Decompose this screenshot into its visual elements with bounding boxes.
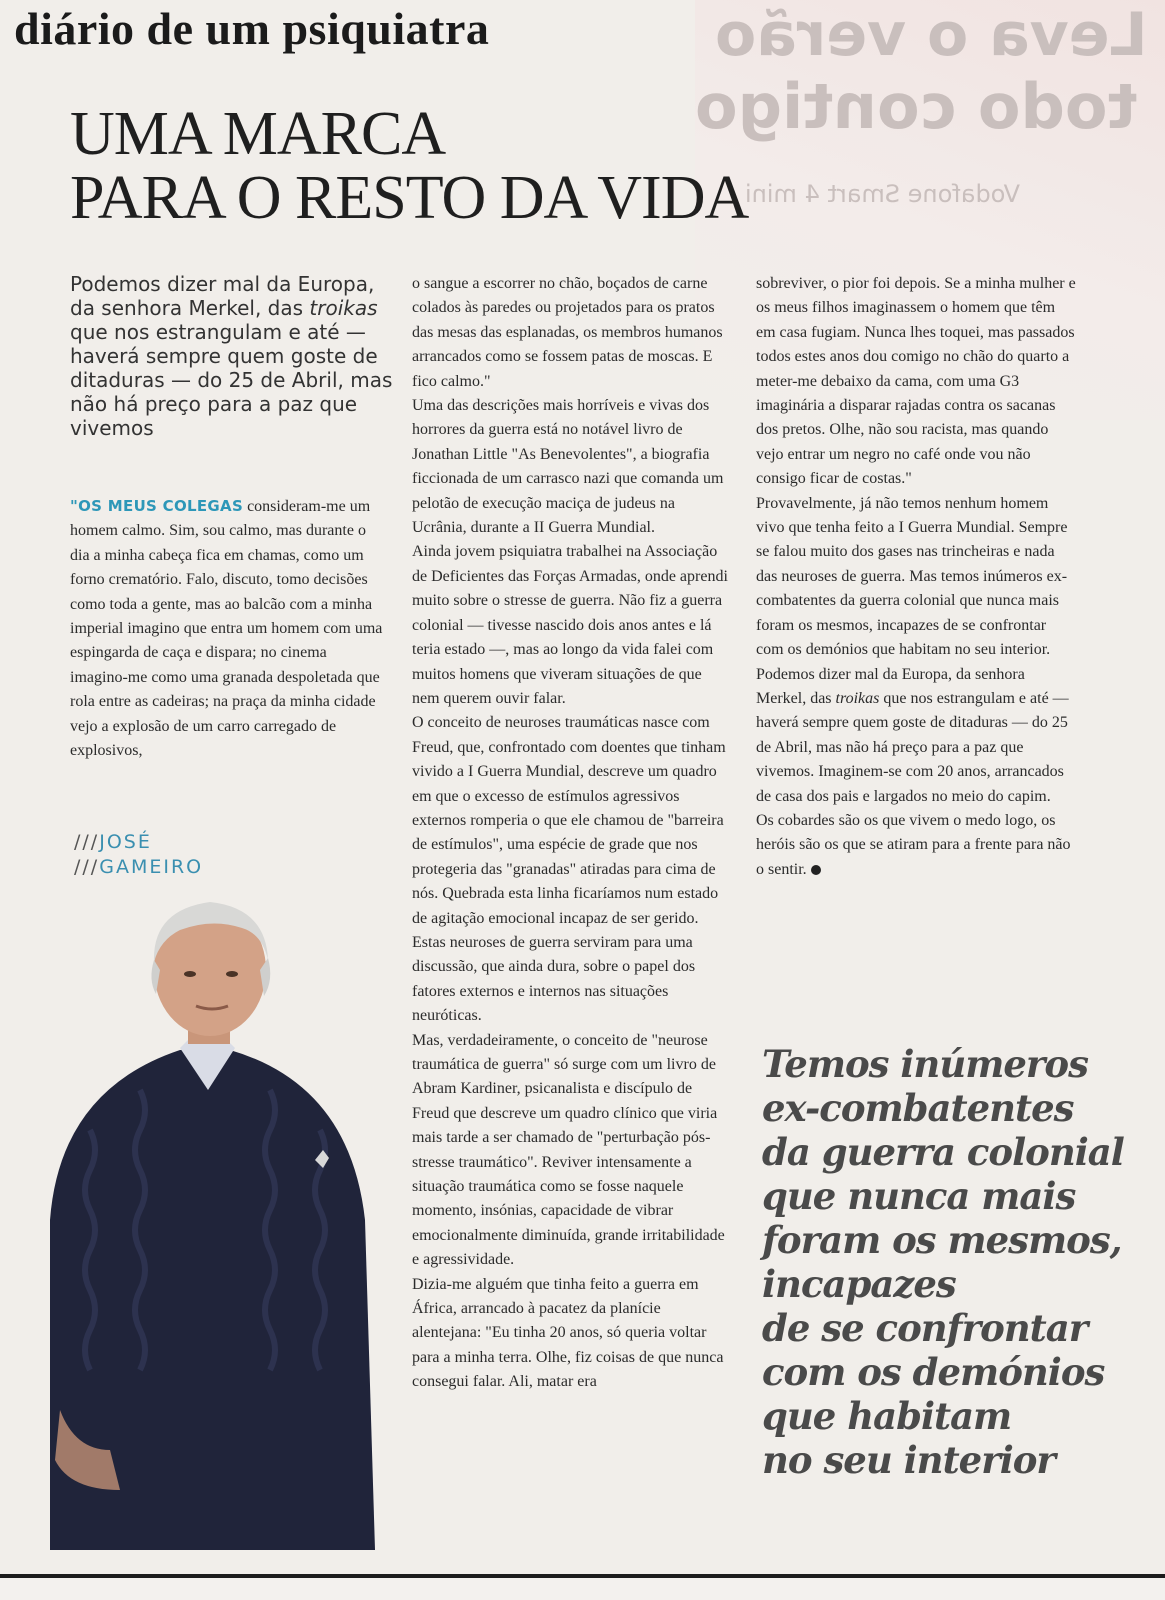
headline-line-2: PARA O RESTO DA VIDA bbox=[70, 164, 749, 232]
pull-quote-line: da guerra colonial bbox=[762, 1130, 1124, 1174]
pull-quote-line: Temos inúmeros bbox=[762, 1042, 1088, 1086]
col3-p4-text: Os cobardes são os que vivem o medo logo, os heróis são os que se atiram para a frente para não o sentir. bbox=[756, 811, 1071, 878]
portrait-illustration bbox=[30, 890, 380, 1550]
author-portrait bbox=[30, 890, 380, 1550]
byline-slashes: /// bbox=[74, 831, 100, 853]
standfirst-text: Podemos dizer mal da Europa, da senhora Merkel, das bbox=[70, 272, 375, 320]
bottom-strip bbox=[0, 1578, 1165, 1600]
col2-paragraph-5: Mas, verdadeiramente, o conceito de "neurose traumática de guerra" só surge com um livro de Abram Kardiner, psicanalista e discípulo de Freud que descreve um quadro clínico que viria mais tarde a ser chamado de "perturbação pós-stresse traumático". Reviver intensamente a situação traumática como se fosse naquele momento, insónias, capacidade de vibrar emocionalmente diminuída, grande irritabilidade e agressividade. bbox=[412, 1031, 725, 1269]
article-column-3 bbox=[756, 272, 1076, 882]
col3-p3-emphasis: troikas bbox=[835, 689, 880, 707]
section-title: diário de um psiquiatra bbox=[14, 3, 490, 54]
pull-quote-line: incapazes bbox=[762, 1262, 956, 1306]
pull-quote-line: que habitam bbox=[762, 1394, 1012, 1438]
col3-p3-text: Podemos dizer mal da Europa, da senhora Merkel, das bbox=[756, 665, 1025, 707]
headline-line-1: UMA MARCA bbox=[70, 100, 446, 168]
col3-p3-text-end: que nos estrangulam e até — haverá sempre quem goste de ditaduras — do 25 de Abril, mas não há preço para a paz que vivemos. Imaginem-se com 20 anos, arrancados de casa dos pais e largados no meio do capim. bbox=[756, 689, 1069, 805]
ghost-ad-line-2: todo contigo bbox=[695, 70, 1138, 143]
pull-quote-line: foram os mesmos, bbox=[762, 1218, 1122, 1262]
standfirst-text-end: que nos estrangulam e até — haverá sempre quem goste de ditaduras — do 25 de Abril, mas não há preço para a paz que vivemos bbox=[70, 320, 393, 440]
col3-paragraph-4 bbox=[756, 809, 1076, 882]
pull-quote bbox=[762, 1042, 1122, 1482]
lead-text: consideram-me um homem calmo. Sim, sou calmo, mas durante o dia a minha cabeça fica em chamas, como um forno crematório. Falo, discuto, tomo decisões como toda a gente, mas ao balcão com a minha imperial imagino que entra um homem com uma espingarda de caça e dispara; no cinema imagino-me como uma granada despoletada que rola entre as cadeiras; na praça da minha cidade vejo a explosão de um carro carregado de explosivos, bbox=[70, 498, 383, 760]
col2-paragraph-2: Uma das descrições mais horríveis e vivas dos horrores da guerra está no notável livro de Jonathan Little "As Benevolentes", a biografia ficcionada de um carrasco nazi que comanda um pelotão de execução maciça de judeus na Ucrânia, durante a II Guerra Mundial. bbox=[412, 397, 724, 537]
author-last-name: GAMEIRO bbox=[99, 856, 204, 878]
col3-paragraph-1: sobreviver, o pior foi depois. Se a minha mulher e os meus filhos imaginassem o homem que têm em casa fugiam. Nunca lhes toquei, mas passados todos estes anos dou comigo no chão do quarto a meter-me debaixo da cama, com uma G3 imaginária a disparar rajadas contra os sacanas dos pretos. Olhe, não sou racista, mas quando vejo entrar um negro no café onde vou não consigo ficar de costas." bbox=[756, 275, 1076, 488]
headline bbox=[70, 102, 748, 230]
ghost-ad-line-3: Vodafone Smart 4 mini bbox=[745, 180, 1020, 208]
standfirst-emphasis: troikas bbox=[309, 296, 378, 320]
ghost-ad-line-1: Leva o verão bbox=[715, 0, 1148, 70]
col3-paragraph-3 bbox=[756, 663, 1076, 809]
lead-paragraph bbox=[70, 494, 388, 763]
pull-quote-line: no seu interior bbox=[762, 1438, 1055, 1482]
article-column-1 bbox=[70, 494, 388, 763]
pull-quote-line: de se confrontar bbox=[762, 1306, 1088, 1350]
lead-caps: "OS MEUS COLEGAS bbox=[70, 497, 244, 515]
author-byline bbox=[74, 830, 203, 880]
col2-paragraph-6: Dizia-me alguém que tinha feito a guerra em África, arrancado à pacatez da planície alentejana: "Eu tinha 20 anos, só queria voltar para a minha terra. Olhe, fiz coisas de que nunca consegui falar. Ali, matar era bbox=[412, 1275, 724, 1391]
standfirst bbox=[70, 272, 400, 440]
col2-paragraph-1: o sangue a escorrer no chão, boçados de carne colados às paredes ou projetados para os pratos das mesas das esplanadas, os membros humanos arrancados como se fossem patas de moscas. E fico calmo." bbox=[412, 275, 723, 390]
pull-quote-line: que nunca mais bbox=[762, 1174, 1076, 1218]
col3-paragraph-2: Provavelmente, já não temos nenhum homem vivo que tenha feito a I Guerra Mundial. Sempre se falou muito dos gases nas trincheiras e nada das neuroses de guerra. Mas temos inúmeros ex-combatentes da guerra colonial que nunca mais foram os mesmos, incapazes de se confrontar com os demónios que habitam no seu interior. bbox=[756, 494, 1068, 659]
pull-quote-line: ex-combatentes bbox=[762, 1086, 1074, 1130]
col2-paragraph-4: O conceito de neuroses traumáticas nasce com Freud, que, confrontado com doentes que tinham vivido a I Guerra Mundial, descreve um quadro em que o excesso de estímulos agressivos externos romperia o que ele chamou de "barreira de estímulos", uma espécie de grade que nos protegeria das "granadas" atiradas para cima de nós. Quebrada esta linha ficaríamos num estado de agitação emocional incapaz de ser gerido. Estas neuroses de guerra serviram para uma discussão, que ainda dura, sobre o papel dos fatores externos e internos nas situações neuróticas. bbox=[412, 714, 726, 1025]
article-column-2 bbox=[412, 272, 730, 1395]
col2-paragraph-3: Ainda jovem psiquiatra trabalhei na Associação de Deficientes das Forças Armadas, onde aprendi muito sobre o stresse de guerra. Não fiz a guerra colonial — tivesse nascido dois anos antes e lá teria estado —, mas ao longo da vida falei com muitos homens que viveram situações de que nem querem ouvir falar. bbox=[412, 543, 728, 707]
author-first-name: JOSÉ bbox=[99, 831, 152, 853]
end-of-article-icon bbox=[811, 865, 821, 875]
byline-slashes: /// bbox=[74, 856, 100, 878]
pull-quote-line: com os demónios bbox=[762, 1350, 1105, 1394]
